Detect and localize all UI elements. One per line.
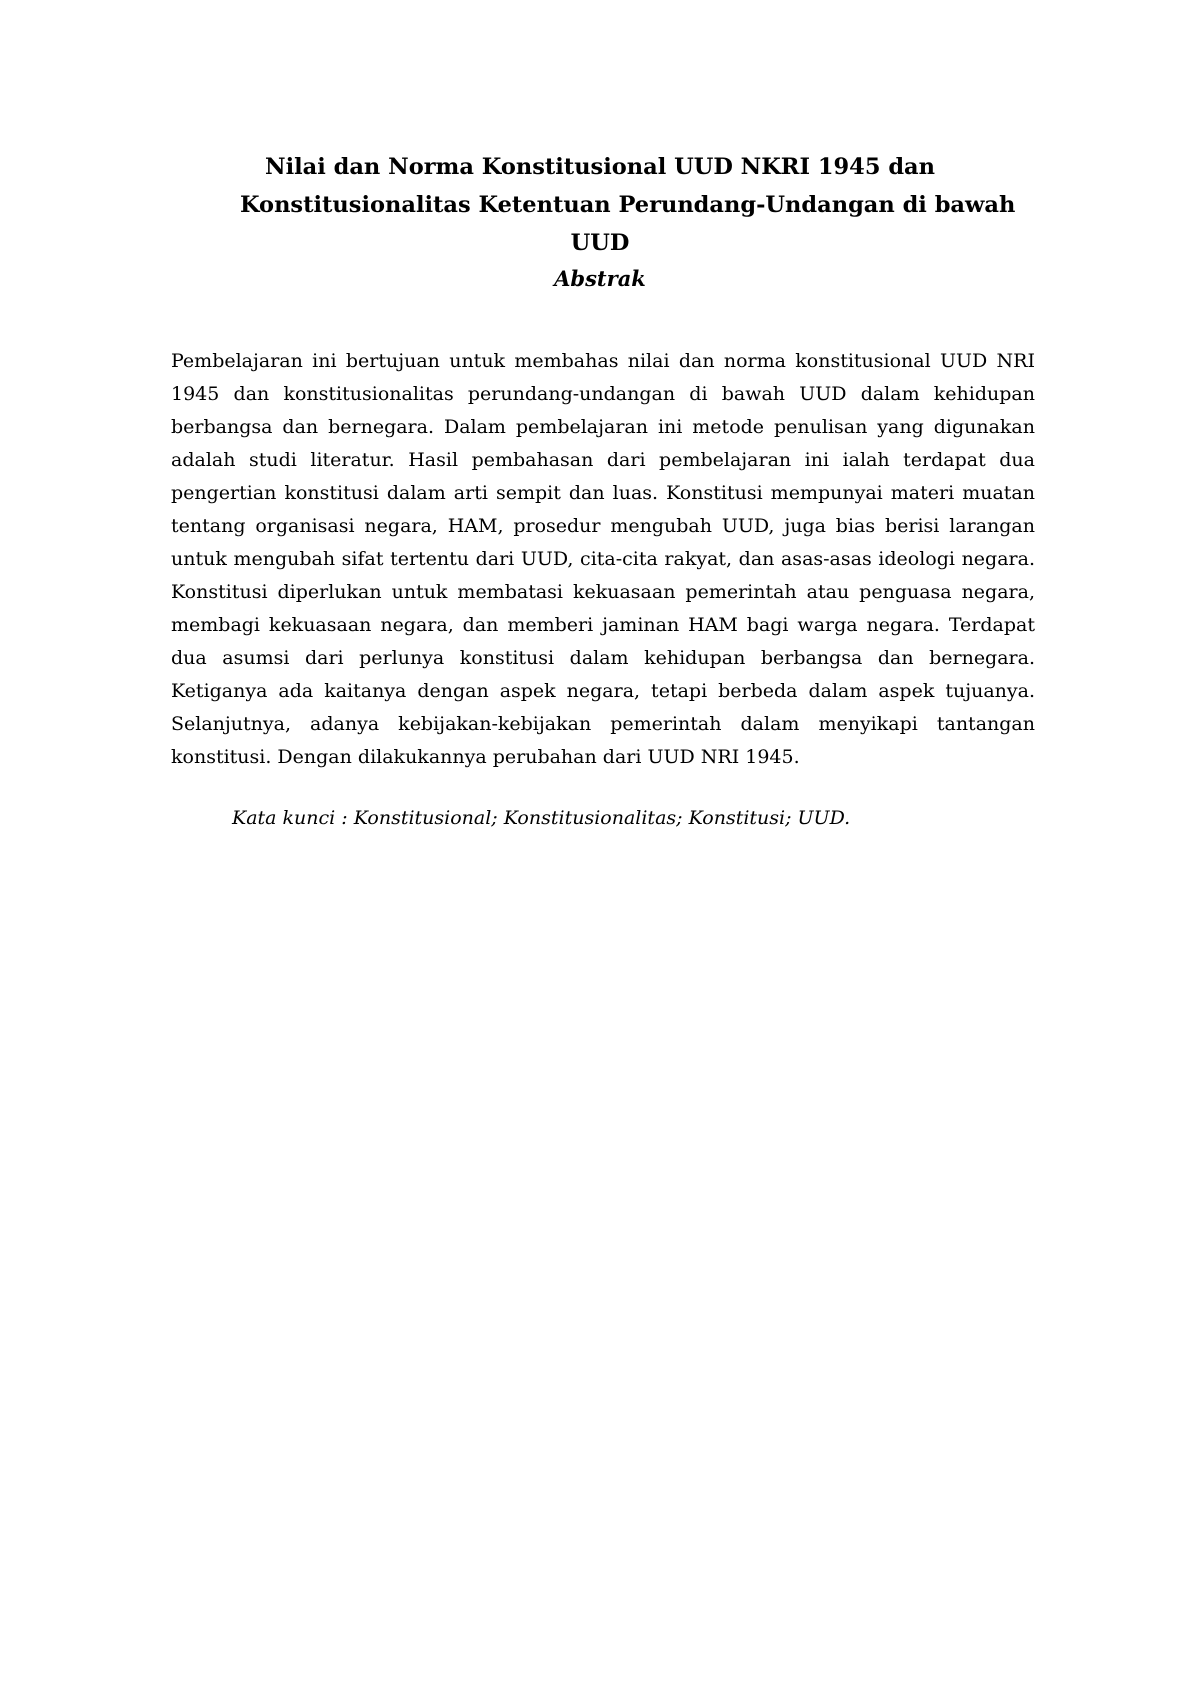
title-line: UUD (570, 230, 630, 256)
abstract-line: membagi kekuasaan negara, dan memberi jaminan HAM bagi warga negara. Terdapat (171, 614, 1035, 636)
abstract-body (171, 345, 1035, 774)
abstract-line: adalah studi literatur. Hasil pembahasan dari pembelajaran ini ialah terdapat dua (171, 449, 1035, 471)
title-line: Nilai dan Norma Konstitusional UUD NKRI 1945 dan (265, 154, 935, 180)
abstract-line: Konstitusi diperlukan untuk membatasi kekuasaan pemerintah atau penguasa negara, (171, 581, 1035, 603)
abstract-line: konstitusi. Dengan dilakukannya perubahan dari UUD NRI 1945. (171, 746, 800, 768)
abstract-line: pengertian konstitusi dalam arti sempit dan luas. Konstitusi mempunyai materi muatan (171, 482, 1035, 504)
abstract-line: Pembelajaran ini bertujuan untuk membahas nilai dan norma konstitusional UUD NRI (171, 350, 1035, 372)
title-line: Konstitusionalitas Ketentuan Perundang-Undangan di bawah (240, 192, 1016, 218)
keywords: Kata kunci : Konstitusional; Konstitusionalitas; Konstitusi; UUD. (232, 807, 851, 829)
abstract-line: Selanjutnya, adanya kebijakan-kebijakan pemerintah dalam menyikapi tantangan (171, 713, 1035, 735)
abstract-line: untuk mengubah sifat tertentu dari UUD, cita-cita rakyat, dan asas-asas ideologi negara. (171, 548, 1035, 570)
document-title (240, 148, 1016, 262)
abstract-line: 1945 dan konstitusionalitas perundang-undangan di bawah UUD dalam kehidupan (171, 383, 1035, 405)
abstract-line: dua asumsi dari perlunya konstitusi dalam kehidupan berbangsa dan bernegara. (171, 647, 1035, 669)
abstract-line: tentang organisasi negara, HAM, prosedur mengubah UUD, juga bias berisi larangan (171, 515, 1035, 537)
abstract-line: berbangsa dan bernegara. Dalam pembelajaran ini metode penulisan yang digunakan (171, 416, 1035, 438)
abstract-line: Ketiganya ada kaitanya dengan aspek negara, tetapi berbeda dalam aspek tujuanya. (171, 680, 1035, 702)
abstract-heading: Abstrak (554, 266, 646, 291)
